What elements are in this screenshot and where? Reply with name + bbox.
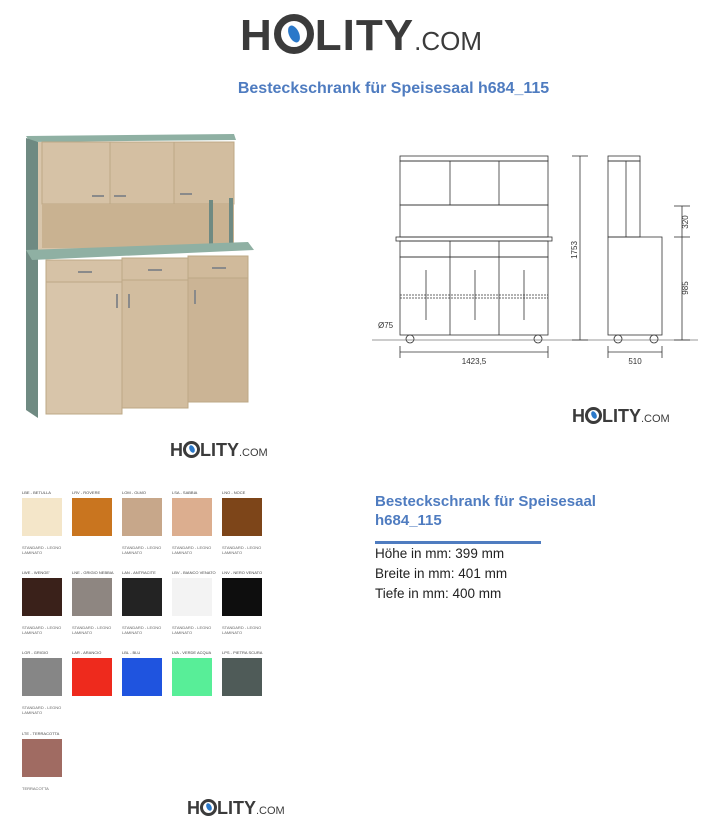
swatch-note: STANDARD - LEGNO LAMINATO xyxy=(22,545,62,555)
swatch-code: LNV - NERO VENATO xyxy=(222,570,263,575)
color-swatch[interactable] xyxy=(222,658,262,696)
swatch-code: LGR - GRIGIO xyxy=(22,650,49,655)
logo-o-icon xyxy=(585,407,602,424)
swatch-code: LAR - ARANCIO xyxy=(72,650,102,655)
swatch-code: LAN - ANTRACITE xyxy=(122,570,156,575)
logo-letters: LITY xyxy=(200,440,239,460)
color-swatch[interactable] xyxy=(72,658,112,696)
swatch-note: STANDARD - LEGNO LAMINATO xyxy=(122,625,162,635)
swatch-note: STANDARD - LEGNO LAMINATO xyxy=(22,705,62,715)
swatch-code: LSA - SABBIA xyxy=(172,490,198,495)
dim-width: 1423,5 xyxy=(461,357,487,366)
color-swatch[interactable] xyxy=(122,658,162,696)
color-swatch[interactable] xyxy=(222,578,262,616)
page-title: Besteckschrank für Speisesaal h684_115 xyxy=(237,80,550,97)
logo-letters: LITY xyxy=(602,406,641,426)
color-swatch[interactable] xyxy=(22,578,62,616)
spec-label: Tiefe in mm: xyxy=(375,586,449,601)
info-title: Besteckschrank für Speisesaal h684_115 xyxy=(375,493,596,529)
spec-width xyxy=(375,566,507,581)
swatch-note: STANDARD - LEGNO LAMINATO xyxy=(72,625,112,635)
dim-height: 1753 xyxy=(570,241,579,259)
color-swatch[interactable] xyxy=(172,578,212,616)
swatch-code: LOM - OLMO xyxy=(122,490,147,495)
logo-letters: LITY xyxy=(314,11,415,60)
color-swatch[interactable] xyxy=(22,498,62,536)
dim-lower-height: 985 xyxy=(681,281,690,295)
color-swatch[interactable] xyxy=(122,578,162,616)
swatch-code: LNO - NOCE xyxy=(222,490,246,495)
swatch-note: STANDARD - LEGNO LAMINATO xyxy=(222,545,262,555)
swatch-code: LNE - GRIGIO NEBBIA xyxy=(72,570,114,575)
info-divider xyxy=(375,541,541,544)
swatch-note: TERRACOTTA xyxy=(22,786,49,791)
swatch-code: LBV - BIANCO VENATO xyxy=(172,570,216,575)
color-swatch[interactable] xyxy=(122,498,162,536)
spec-depth xyxy=(375,586,501,601)
swatch-code: LRV - ROVERE xyxy=(72,490,101,495)
color-swatch[interactable] xyxy=(22,658,62,696)
color-swatch[interactable] xyxy=(72,498,112,536)
color-swatch[interactable] xyxy=(72,578,112,616)
swatch-note: STANDARD - LEGNO LAMINATO xyxy=(222,625,262,635)
logo-letter: H xyxy=(240,11,273,60)
swatch-note: STANDARD - LEGNO LAMINATO xyxy=(172,545,212,555)
swatch-code: LWE - WENGE' xyxy=(22,570,50,575)
spec-label: Höhe in mm: xyxy=(375,546,452,561)
logo-letter: H xyxy=(170,440,183,460)
spec-label: Breite in mm: xyxy=(375,566,455,581)
logo-com: .COM xyxy=(239,447,268,459)
swatch-code: LBL - BLU xyxy=(122,650,141,655)
color-swatch[interactable] xyxy=(172,658,212,696)
dim-depth: 510 xyxy=(628,357,642,366)
logo-o-icon xyxy=(200,799,217,816)
swatch-code: LPS - PIETRA SCURA xyxy=(222,650,263,655)
spec-value: 401 mm xyxy=(458,566,508,581)
color-swatch[interactable] xyxy=(222,498,262,536)
swatch-note: STANDARD - LEGNO LAMINATO xyxy=(172,625,212,635)
logo-com: .COM xyxy=(256,805,285,817)
swatch-code: LVA - VERDE ACQUA xyxy=(172,650,212,655)
spec-value: 400 mm xyxy=(452,586,502,601)
dim-wheel: Ø75 xyxy=(378,321,394,330)
swatch-code: LTE - TERRACOTTA xyxy=(22,731,60,736)
logo-com: .COM xyxy=(641,413,670,425)
swatch-note: STANDARD - LEGNO LAMINATO xyxy=(22,625,62,635)
logo-com: .COM xyxy=(414,26,482,56)
logo-letter: H xyxy=(572,406,585,426)
spec-value: 399 mm xyxy=(455,546,505,561)
logo-letters: LITY xyxy=(217,798,256,818)
color-swatch[interactable] xyxy=(172,498,212,536)
spec-height xyxy=(375,546,504,561)
color-swatch-grid xyxy=(0,0,300,837)
swatch-code: LBE - BETULLA xyxy=(22,490,51,495)
logo-letter: H xyxy=(187,798,200,818)
holity-logo-bottom xyxy=(187,799,285,818)
dim-top-gap: 320 xyxy=(681,215,690,229)
holity-logo-drawing xyxy=(572,407,670,426)
color-swatch[interactable] xyxy=(22,739,62,777)
swatch-note: STANDARD - LEGNO LAMINATO xyxy=(122,545,162,555)
technical-drawing[interactable] xyxy=(372,150,698,372)
